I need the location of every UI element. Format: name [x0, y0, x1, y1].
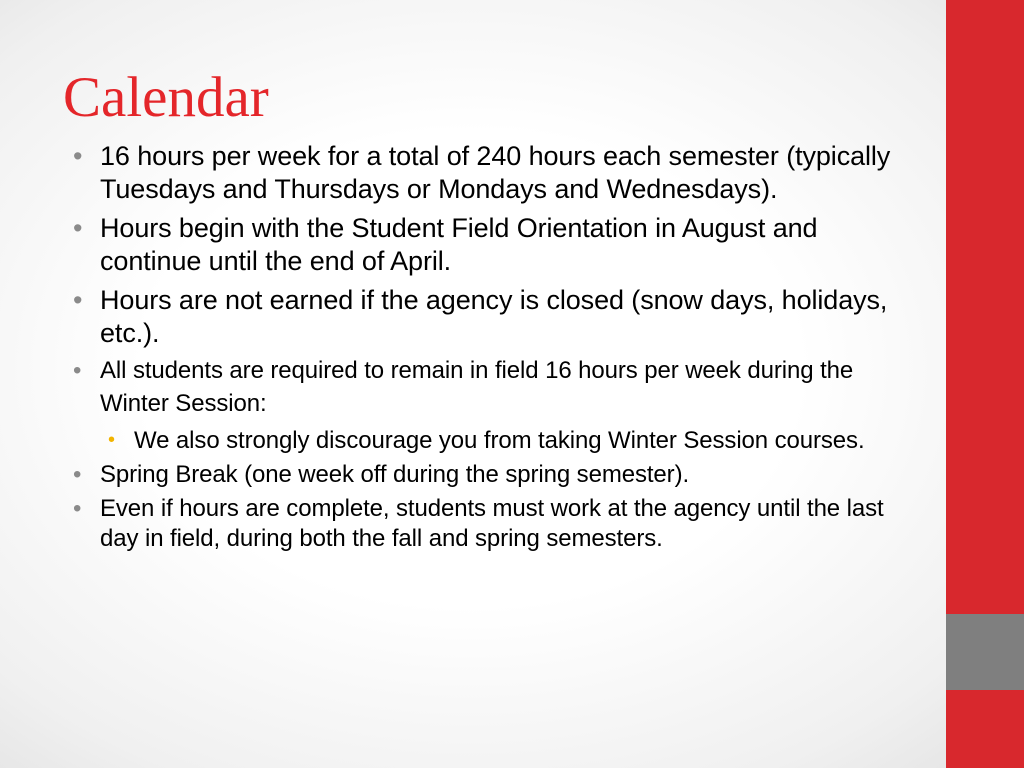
bullet-item — [0, 354, 946, 420]
sub-bullet-dot-icon: • — [108, 429, 115, 451]
bullet-text: Hours are not earned if the agency is closed (snow days, holidays, etc.). — [100, 285, 888, 348]
bullet-text: 16 hours per week for a total of 240 hours each semester (typically Tuesdays and Thursdays or Mondays and Wednesdays). — [100, 141, 891, 204]
sidebar-red-block — [946, 0, 1024, 614]
slide-title: Calendar — [63, 66, 269, 129]
bullet-dot-icon: • — [73, 213, 83, 243]
bullet-text: Even if hours are complete, students must work at the agency until the last day in field, during both the fall and spring semesters. — [100, 495, 884, 552]
bullet-dot-icon: • — [73, 285, 83, 315]
decorative-sidebar — [946, 0, 1024, 768]
sidebar-gray-block — [946, 614, 1024, 690]
bullet-text: Spring Break (one week off during the spring semester). — [100, 461, 690, 488]
bullet-item — [0, 212, 946, 278]
bullet-item — [0, 284, 946, 350]
bullet-dot-icon: • — [73, 461, 82, 488]
bullet-text: All students are required to remain in field 16 hours per week during the Winter Session: — [100, 357, 854, 417]
sub-bullet-item — [0, 424, 946, 457]
bullet-item — [0, 460, 946, 490]
sidebar-red-block-bottom — [946, 690, 1024, 768]
bullet-dot-icon: • — [73, 357, 82, 384]
bullet-list — [0, 140, 946, 554]
sub-bullet-text: We also strongly discourage you from taking Winter Session courses. — [134, 427, 865, 454]
bullet-item — [0, 140, 946, 206]
bullet-dot-icon: • — [73, 141, 83, 171]
bullet-dot-icon: • — [73, 495, 82, 522]
bullet-item — [0, 494, 946, 554]
bullet-text: Hours begin with the Student Field Orientation in August and continue until the end of April. — [100, 213, 818, 276]
